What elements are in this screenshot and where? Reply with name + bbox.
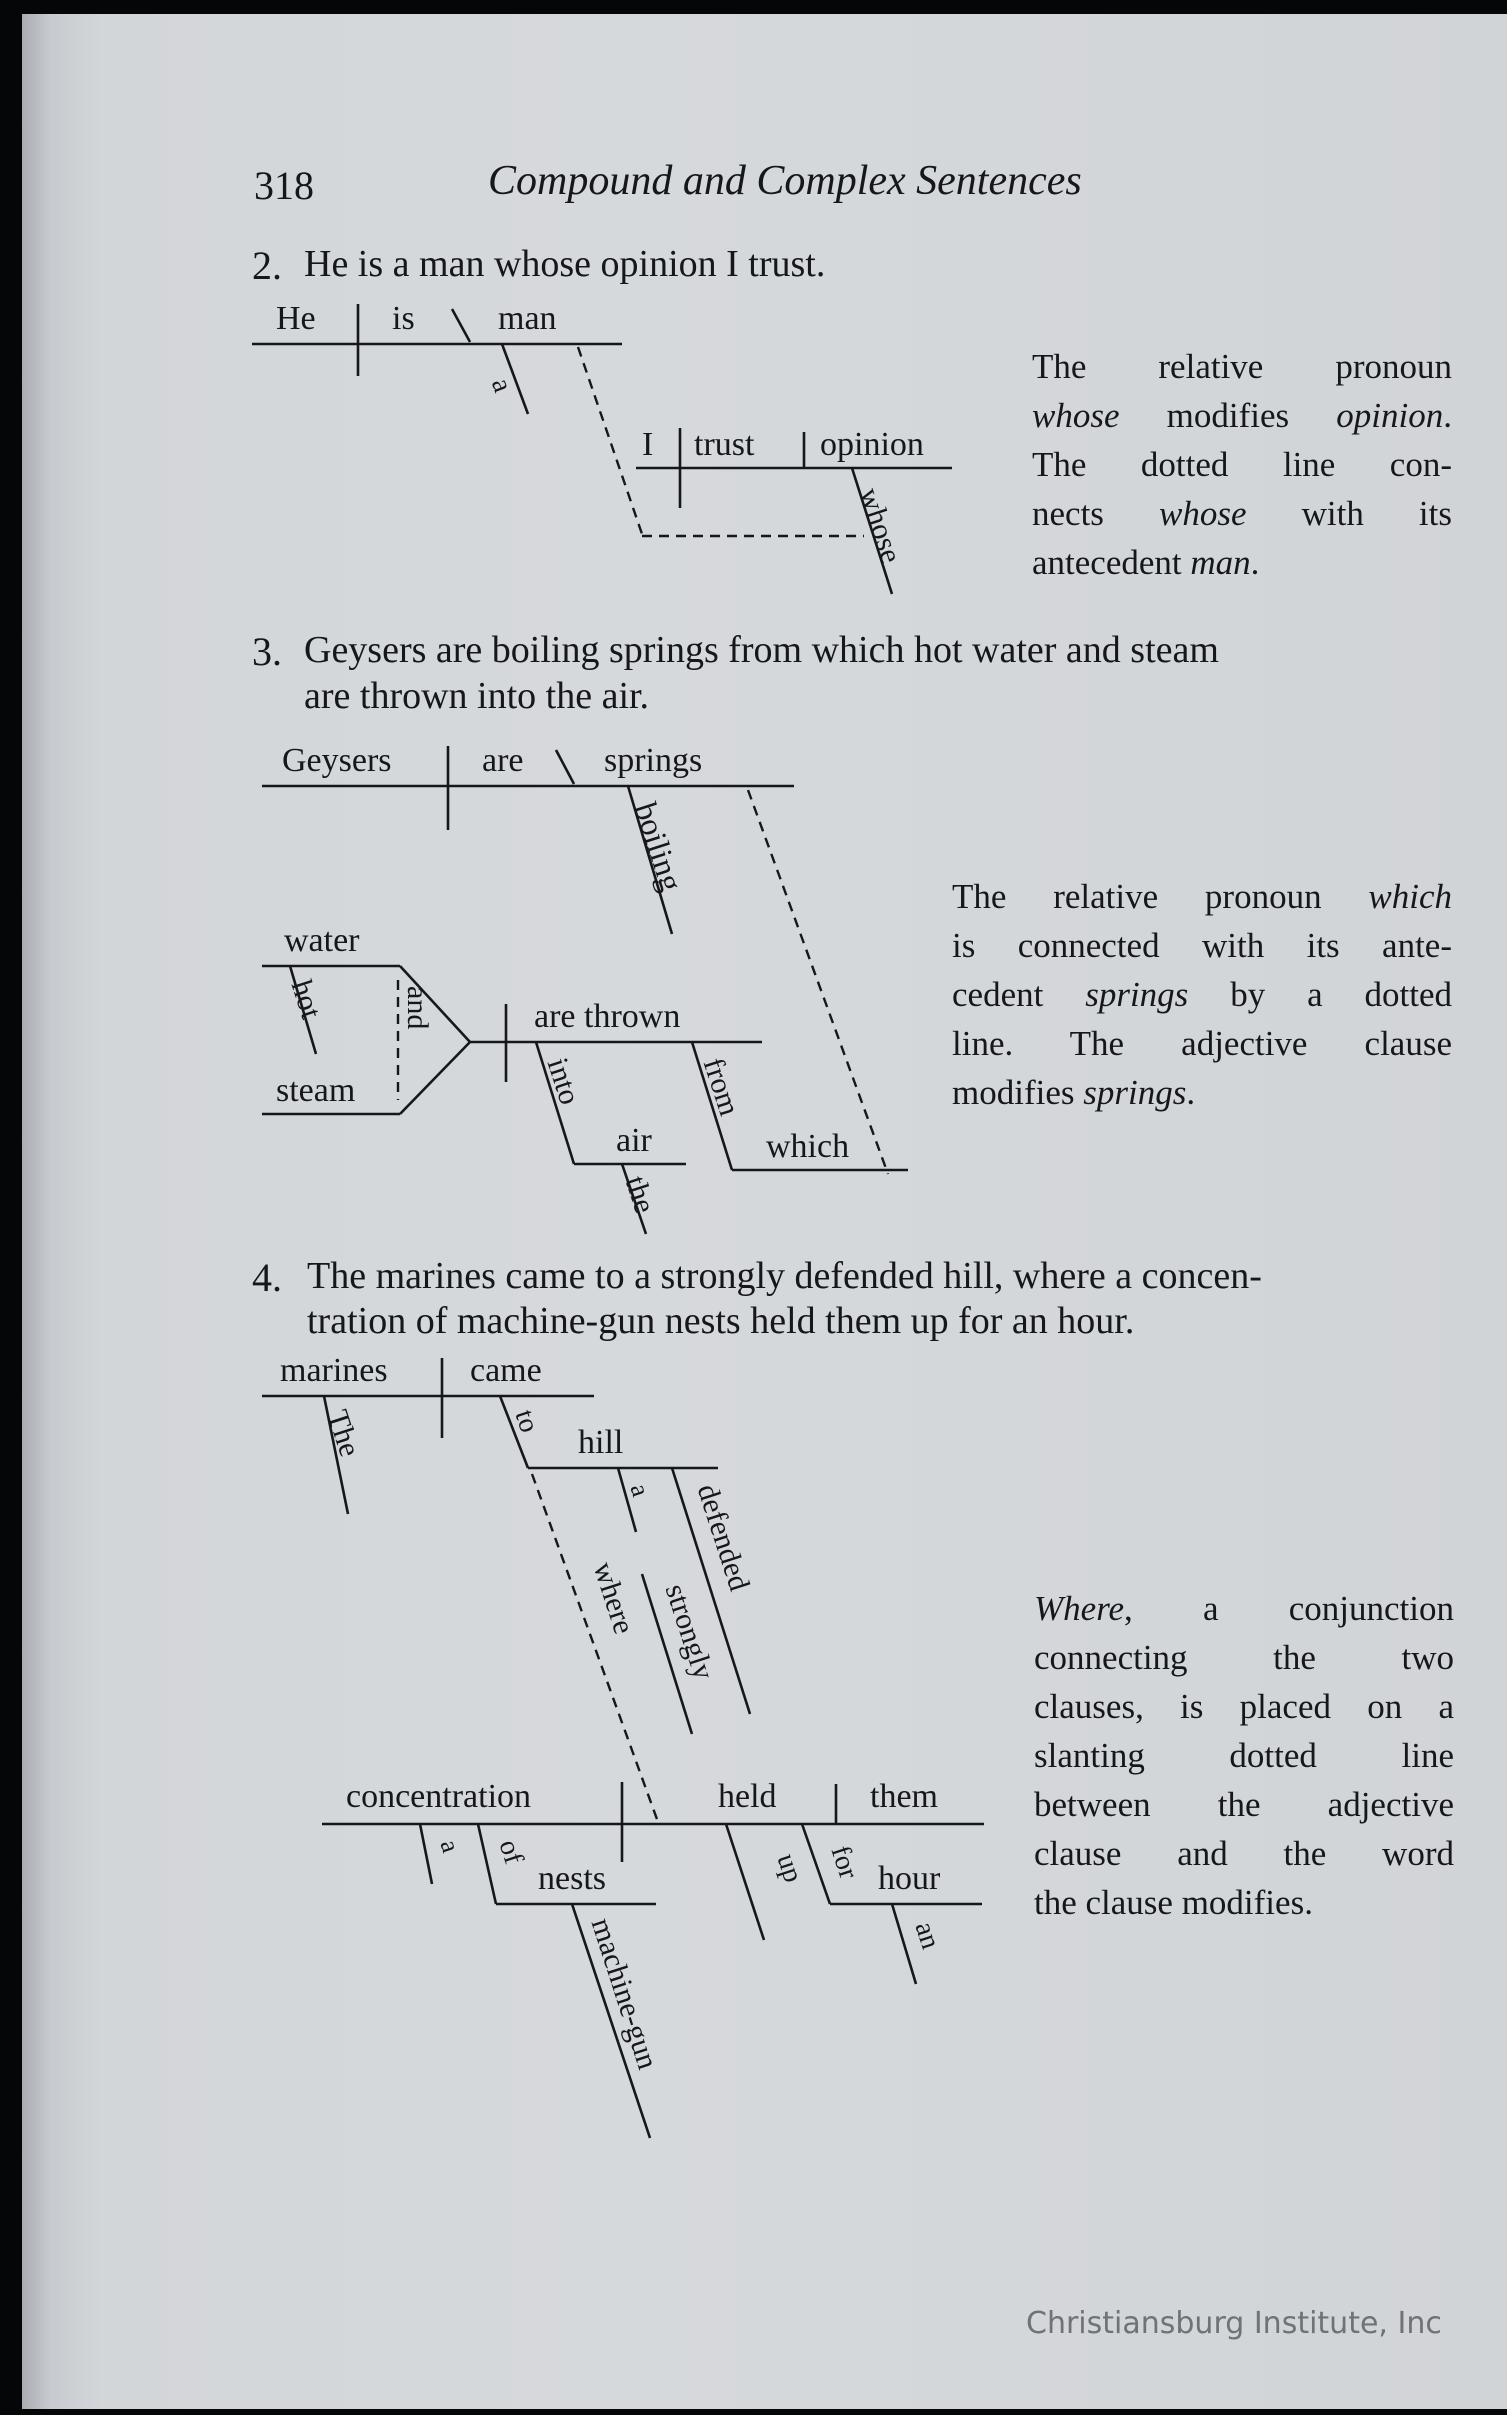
exp3-l1-which: which [1368,877,1452,916]
exp3-line2 [952,921,1452,970]
example-sentence-4-line1: The marines came to a strongly defended hill, where a concen- [307,1255,1262,1297]
d3-word-water: water [284,922,360,959]
exp3-l5-springs: springs [1083,1073,1187,1112]
exp4-line7 [1034,1878,1454,1927]
example-number-4: 4. [252,1255,282,1300]
exp2-line4 [1032,489,1452,538]
exp2-l4-text: nects [1032,494,1160,533]
d2-word-whose: whose [852,484,908,568]
exp2-l5-text: antecedent [1032,543,1191,582]
exp2-l5-man: man [1190,543,1251,582]
exp3-l2-text: is connected with its ante- [952,926,1452,965]
d4-word-defended: defended [690,1480,756,1595]
d4-word-to: to [508,1406,545,1437]
exp3-l1-text: The relative pronoun [952,877,1369,916]
d2-word-a: a [484,374,519,397]
d3-word-geysers: Geysers [282,742,392,779]
exp2-l1-text: The relative pronoun [1032,347,1452,386]
d2-word-opinion: opinion [820,426,924,463]
d3-word-boiling: boiling [627,798,691,896]
d4-word-the: The [320,1406,367,1461]
example-number-2: 2. [252,243,282,288]
d3-word-are: are [482,742,524,779]
exp3-line1 [952,872,1452,921]
exp4-line2 [1034,1633,1454,1682]
d3-fork-lower [400,1042,470,1114]
d2-complement-slash [452,309,470,342]
exp3-l5-text: modifies [952,1073,1084,1112]
d3-which-dotted [748,790,888,1174]
exp3-line4 [952,1019,1452,1068]
d4-where-dotted [532,1474,658,1822]
book-page [22,14,1507,2409]
exp4-l3-text: clauses, is placed on a [1034,1687,1454,1726]
exp4-l1-where: Where [1034,1589,1125,1628]
d3-word-and: and [401,986,434,1030]
d4-word-an: an [908,1918,947,1953]
d2-word-he: He [276,300,316,337]
d3-complement-slash [556,750,574,784]
exp3-line5 [952,1068,1452,1117]
d4-word-hill: hill [578,1424,624,1461]
exp4-l1-text: , a conjunction [1124,1589,1454,1628]
d2-word-is: is [392,300,415,337]
exp3-l3-springs: springs [1085,975,1189,1014]
exp3-l4-text: line. The adjective clause [952,1024,1452,1063]
exp2-l2-opinion: opinion [1336,396,1444,435]
d4-word-hour: hour [878,1860,941,1897]
example-3-explanation [952,872,1452,1117]
exp3-l3-text2: by a dotted [1188,975,1452,1014]
d4-word-concentration: concentration [346,1778,532,1815]
exp4-l7-text: the clause modifies. [1034,1883,1313,1922]
d3-word-are-thrown: are thrown [534,998,681,1035]
exp3-line3 [952,970,1452,1019]
d3-word-steam: steam [276,1072,356,1109]
d3-word-air: air [616,1122,652,1159]
exp2-l2-text: modifies [1119,396,1337,435]
exp4-l4-text: slanting dotted line [1034,1736,1454,1775]
d4-word-machine-gun: machine-gun [584,1914,665,2074]
d3-word-which: which [766,1128,850,1165]
d3-word-hot: hot [284,976,328,1023]
exp4-line5 [1034,1780,1454,1829]
watermark: Christiansburg Institute, Inc [1026,2306,1442,2341]
exp3-l5-period: . [1186,1073,1196,1112]
exp2-l4-whose: whose [1159,494,1247,533]
exp2-line2 [1032,391,1452,440]
exp2-line3 [1032,440,1452,489]
d4-word-of: of [492,1836,530,1868]
d4-for-slant [802,1824,830,1904]
exp4-line4 [1034,1731,1454,1780]
d3-word-springs: springs [604,742,703,779]
exp2-l4-text2: with its [1246,494,1452,533]
exp4-line6 [1034,1829,1454,1878]
d2-dotted-slant [578,347,642,534]
d4-word-them: them [870,1778,938,1815]
exp4-l2-text: connecting the two [1034,1638,1454,1677]
example-4-explanation [1034,1584,1454,1927]
example-sentence-4-line2: tration of machine-gun nests held them up for an hour. [307,1300,1135,1342]
exp2-l3-text: The dotted line con- [1032,445,1452,484]
exp3-l3-text: cedent [952,975,1086,1014]
example-sentence-2: He is a man whose opinion I trust. [304,243,826,285]
d4-word-a2: a [434,1836,466,1856]
d4-word-marines: marines [280,1352,388,1389]
page-number: 318 [254,163,314,208]
d3-word-the: the [618,1172,662,1218]
example-sentence-3-line2: are thrown into the air. [304,675,650,717]
d2-word-trust: trust [694,426,755,463]
example-sentence-3-line1: Geysers are boiling springs from which hot water and steam [304,629,1219,671]
exp4-line1 [1034,1584,1454,1633]
exp4-l6-text: clause and the word [1034,1834,1454,1873]
exp2-l5-period: . [1250,543,1260,582]
exp2-line1 [1032,342,1452,391]
exp2-l2-whose: whose [1032,396,1120,435]
d4-word-held: held [718,1778,777,1815]
example-2-explanation [1032,342,1452,587]
d4-word-a1: a [624,1480,656,1500]
d4-word-for: for [824,1842,865,1883]
d3-word-into: into [540,1054,587,1109]
d3-word-from: from [696,1054,747,1120]
exp2-l2-period: . [1443,396,1452,435]
exp4-l5-text: between the adjective [1034,1785,1454,1824]
d4-word-nests: nests [538,1860,606,1897]
d4-word-came: came [470,1352,542,1389]
exp4-line3 [1034,1682,1454,1731]
d4-a2-modifier [420,1824,432,1884]
d2-word-man: man [498,300,557,337]
example-number-3: 3. [252,629,282,674]
d2-word-i: I [642,426,654,463]
d4-of-slant [478,1824,496,1904]
d4-word-where: where [586,1558,641,1638]
d4-word-up: up [770,1850,809,1887]
d4-up-modifier [726,1824,764,1940]
d4-word-strongly: strongly [658,1580,721,1684]
exp2-line5 [1032,538,1452,587]
page-title: Compound and Complex Sentences [488,158,1082,204]
